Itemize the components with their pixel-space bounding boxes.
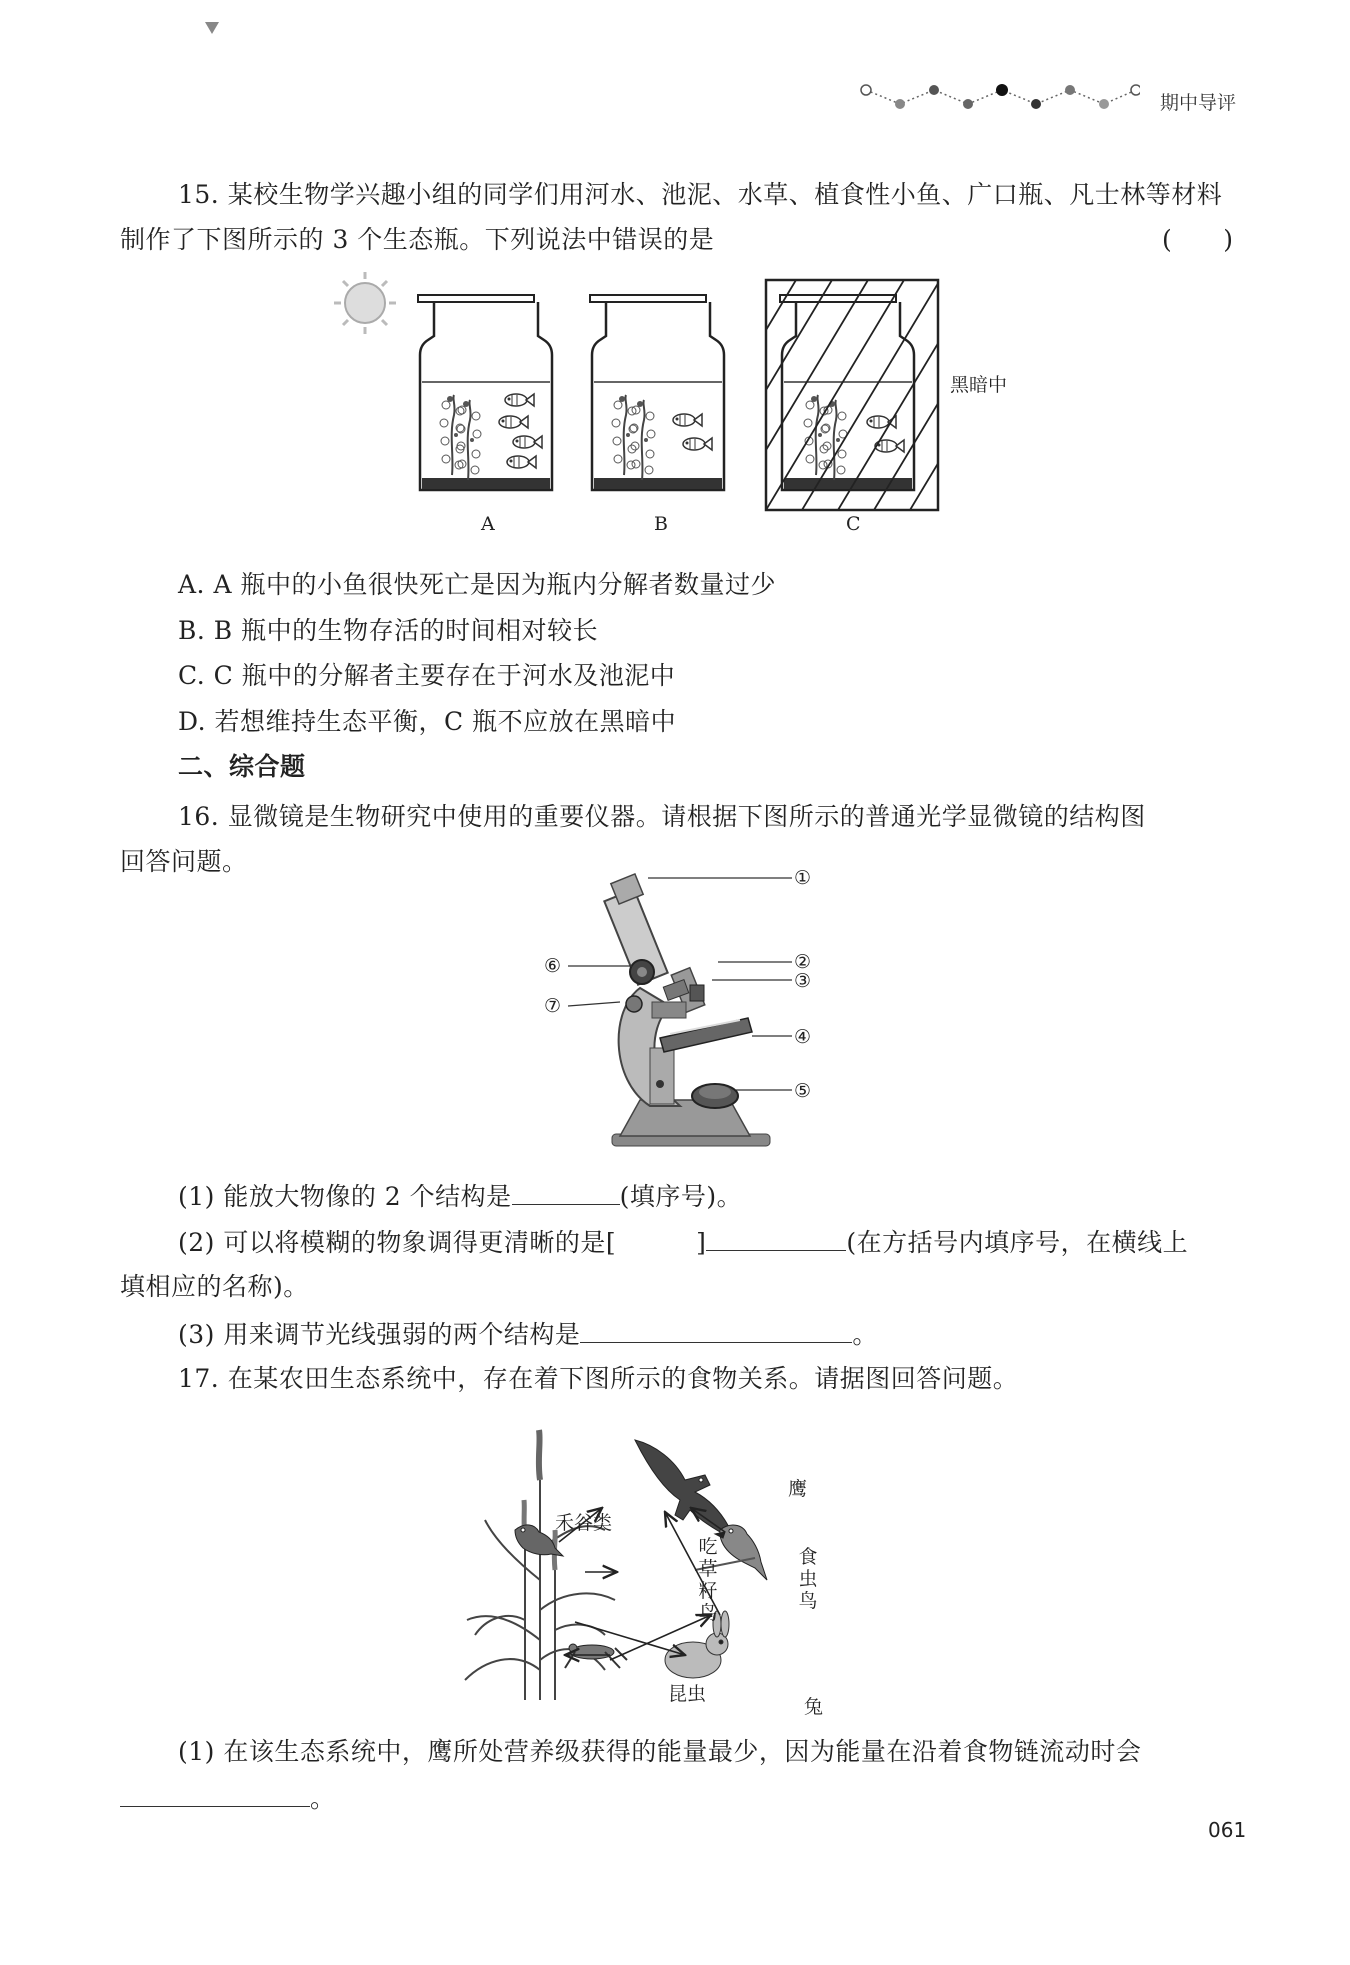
- q17-sub1-blank[interactable]: [120, 1780, 310, 1807]
- microscope-leader-lines: [540, 860, 820, 1120]
- q16-sub1: [178, 1178, 742, 1214]
- q16-sub3-text: (3) 用来调节光线强弱的两个结构是: [178, 1320, 581, 1349]
- corner-marker: [205, 22, 219, 34]
- bottle-a-label: A: [481, 513, 495, 535]
- bottle-b: [590, 295, 724, 490]
- q15-answer-paren: ( ): [1162, 225, 1234, 254]
- sun-icon: [334, 272, 396, 334]
- seed-bird-label: 吃草籽鸟: [698, 1536, 718, 1624]
- q15-line2: 制作了下图所示的 3 个生态瓶。下列说法中错误的是: [120, 225, 715, 254]
- microscope-label-1: ①: [794, 867, 812, 889]
- rabbit-label: 兔: [804, 1696, 824, 1718]
- q16-sub2-tail: (在方括号内填序号，在横线上: [846, 1228, 1189, 1257]
- q16-line2: 回答问题。: [120, 847, 248, 876]
- q16-line1: 16. 显微镜是生物研究中使用的重要仪器。请根据下图所示的普通光学显微镜的结构图: [178, 802, 1146, 831]
- microscope-label-5: ⑤: [794, 1080, 812, 1102]
- q16-sub1-tail: (填序号)。: [619, 1182, 743, 1211]
- bottle-c: [766, 280, 940, 510]
- q17-sub1: (1) 在该生态系统中，鹰所处营养级获得的能量最少，因为能量在沿着食物链流动时会: [178, 1737, 1142, 1766]
- q15-line1: 15. 某校生物学兴趣小组的同学们用河水、池泥、水草、植食性小鱼、广口瓶、凡士林等材料: [178, 180, 1223, 209]
- q16-sub2-close: ]: [696, 1228, 707, 1257]
- q17-sub1-tail: 。: [310, 1784, 336, 1813]
- q16-sub3-blank[interactable]: [580, 1316, 852, 1343]
- ecosystem-bottles-figure: [330, 270, 1050, 560]
- microscope-label-4: ④: [794, 1026, 812, 1048]
- grain-label: 禾谷类: [555, 1512, 613, 1534]
- food-web-arrows: [455, 1420, 925, 1720]
- bottle-a: [418, 295, 552, 490]
- header-decoration: [858, 80, 1140, 114]
- q16-sub1-text: (1) 能放大物像的 2 个结构是: [178, 1182, 512, 1211]
- microscope-label-2: ②: [794, 951, 812, 973]
- q15-option-b: B. B 瓶中的生物存活的时间相对较长: [178, 616, 599, 645]
- microscope-label-3: ③: [794, 970, 812, 992]
- page-number: 061: [1208, 1818, 1247, 1842]
- q15-option-c: C. C 瓶中的分解者主要存在于河水及池泥中: [178, 661, 676, 690]
- microscope-label-6: ⑥: [544, 955, 562, 977]
- insect-bird-label: 食虫鸟: [798, 1546, 818, 1612]
- q15-option-a: A. A 瓶中的小鱼很快死亡是因为瓶内分解者数量过少: [178, 570, 776, 599]
- bottle-c-label: C: [846, 513, 861, 535]
- q16-sub1-blank[interactable]: [512, 1178, 620, 1205]
- q17-sub1-line2: [120, 1780, 336, 1816]
- hawk-label: 鹰: [788, 1478, 808, 1500]
- insect-label: 昆虫: [668, 1683, 707, 1705]
- q15-option-d: D. 若想维持生态平衡，C 瓶不应放在黑暗中: [178, 707, 677, 736]
- q16-sub3-tail: 。: [852, 1320, 878, 1349]
- dark-label: 黑暗中: [950, 374, 1008, 396]
- header-title: 期中导评: [1160, 92, 1237, 114]
- q16-sub3: [178, 1316, 878, 1352]
- microscope-label-7: ⑦: [544, 995, 562, 1017]
- q16-sub2-line2: 填相应的名称)。: [120, 1272, 309, 1301]
- bottle-b-label: B: [654, 513, 668, 535]
- q16-sub2-blank[interactable]: [706, 1224, 846, 1251]
- q16-sub2-text: (2) 可以将模糊的物象调得更清晰的是[: [178, 1228, 617, 1257]
- section-title: 二、综合题: [178, 752, 306, 781]
- q16-sub2: [178, 1224, 1188, 1260]
- q17-line1: 17. 在某农田生态系统中，存在着下图所示的食物关系。请据图回答问题。: [178, 1364, 1019, 1393]
